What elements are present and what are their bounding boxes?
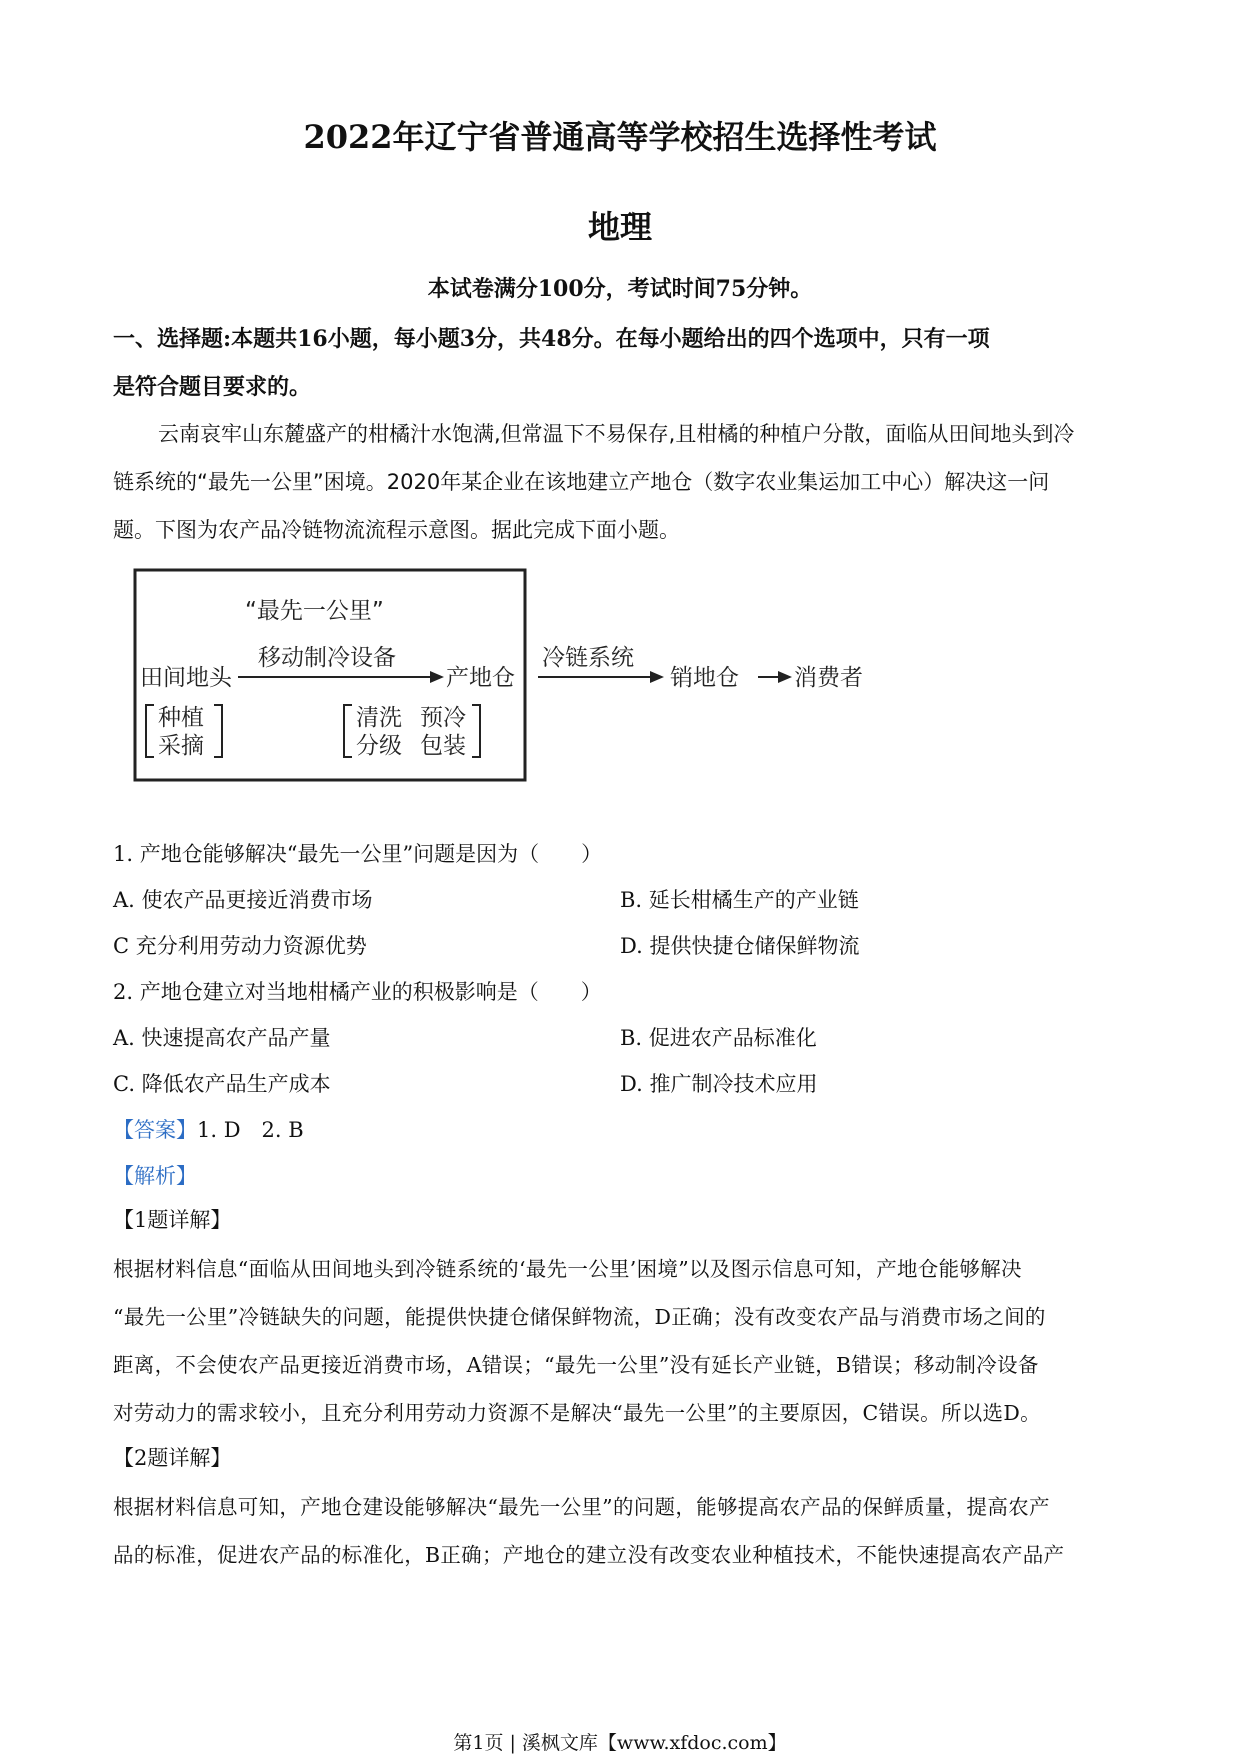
- question-2-option-c: C. 降低农产品生产成本: [113, 1072, 331, 1096]
- diagram-origin-warehouse: 产地仓: [446, 665, 515, 691]
- diagram-arrow1-label: 移动制冷设备: [258, 645, 396, 671]
- answer-value: 1. D 2. B: [197, 1118, 304, 1142]
- arrow2-head: [650, 671, 664, 683]
- diagram-field: 田间地头: [140, 665, 232, 691]
- detail-1-line4: 对劳动力的需求较小，且充分利用劳动力资源不是解决“最先一公里”的主要原因，C错误。所以选D。: [113, 1401, 1041, 1425]
- passage-line1: 云南哀牢山东麓盛产的柑橘汁水饱满,但常温下不易保存,且柑橘的种植户分散，面临从田间地头到冷: [158, 422, 1075, 446]
- section-heading-line1: 一、选择题:本题共16小题，每小题3分，共48分。在每小题给出的四个选项中，只有一项: [113, 326, 990, 352]
- question-2-option-a: A. 快速提高农产品产量: [113, 1026, 331, 1050]
- question-2-option-d: D. 推广制冷技术应用: [620, 1072, 818, 1096]
- main-title: 2022年辽宁省普通高等学校招生选择性考试: [303, 118, 937, 156]
- diagram-arrow2-label: 冷链系统: [542, 645, 634, 671]
- warehouse-task-3: 分级: [356, 733, 402, 759]
- question-1-option-a: A. 使农产品更接近消费市场: [113, 888, 373, 912]
- warehouse-task-1: 清洗: [356, 705, 402, 731]
- field-task-1: 种植: [158, 705, 204, 731]
- passage-line3: 题。下图为农产品冷链物流流程示意图。据此完成下面小题。: [113, 518, 680, 542]
- answer-row: [113, 1114, 304, 1144]
- field-task-2: 采摘: [158, 733, 204, 759]
- passage-line2: 链系统的“最先一公里”困境。2020年某企业在该地建立产地仓（数字农业集运加工中心）解决这一问: [113, 470, 1050, 494]
- question-1-option-c: C 充分利用劳动力资源优势: [113, 934, 367, 958]
- question-1-stem: 1. 产地仓能够解决“最先一公里”问题是因为（ ）: [113, 842, 603, 866]
- diagram-consumer: 消费者: [794, 665, 863, 691]
- detail-1-line3: 距离，不会使农产品更接近消费市场，A错误；“最先一公里”没有延长产业链，B错误；移动制冷设备: [113, 1353, 1039, 1377]
- warehouse-bracket-right: [472, 705, 480, 757]
- detail-2-heading: 【2题详解】: [113, 1446, 232, 1470]
- diagram-sales-warehouse: 销地仓: [670, 665, 739, 691]
- arrow1-head: [430, 671, 444, 683]
- warehouse-bracket-left: [344, 705, 352, 757]
- question-2-option-b: B. 促进农产品标准化: [620, 1026, 817, 1050]
- page-footer: 第1页 | 溪枫文库【www.xfdoc.com】: [453, 1732, 787, 1754]
- question-2-stem: 2. 产地仓建立对当地柑橘产业的积极影响是（ ）: [113, 980, 602, 1004]
- question-1-option-b: B. 延长柑橘生产的产业链: [620, 888, 859, 912]
- diagram-top-label: “最先一公里”: [245, 598, 384, 624]
- exam-info: 本试卷满分100分，考试时间75分钟。: [427, 276, 813, 302]
- detail-2-line2: 品的标准，促进农产品的标准化，B正确；产地仓的建立没有改变农业种植技术，不能快速提高农产品产: [113, 1543, 1065, 1567]
- detail-1-heading: 【1题详解】: [113, 1208, 232, 1232]
- arrow3-head: [778, 671, 792, 683]
- warehouse-task-2: 预冷: [420, 705, 466, 731]
- subject-title: 地理: [587, 208, 652, 246]
- detail-1-line1: 根据材料信息“面临从田间地头到冷链系统的‘最先一公里’困境”以及图示信息可知，产地仓能够解决: [113, 1257, 1022, 1281]
- cold-chain-flow-diagram: [130, 565, 880, 785]
- detail-1-line2: “最先一公里”冷链缺失的问题，能提供快捷仓储保鲜物流，D正确；没有改变农产品与消费市场之间的: [113, 1305, 1046, 1329]
- warehouse-task-4: 包装: [420, 733, 466, 759]
- field-bracket-right: [214, 705, 222, 757]
- section-heading-line2: 是符合题目要求的。: [113, 374, 312, 400]
- analysis-label: 【解析】: [113, 1164, 197, 1188]
- answer-label: 【答案】: [113, 1118, 197, 1142]
- detail-2-line1: 根据材料信息可知，产地仓建设能够解决“最先一公里”的问题，能够提高农产品的保鲜质量，提高农产: [113, 1495, 1050, 1519]
- question-1-option-d: D. 提供快捷仓储保鲜物流: [620, 934, 860, 958]
- field-bracket-left: [146, 705, 154, 757]
